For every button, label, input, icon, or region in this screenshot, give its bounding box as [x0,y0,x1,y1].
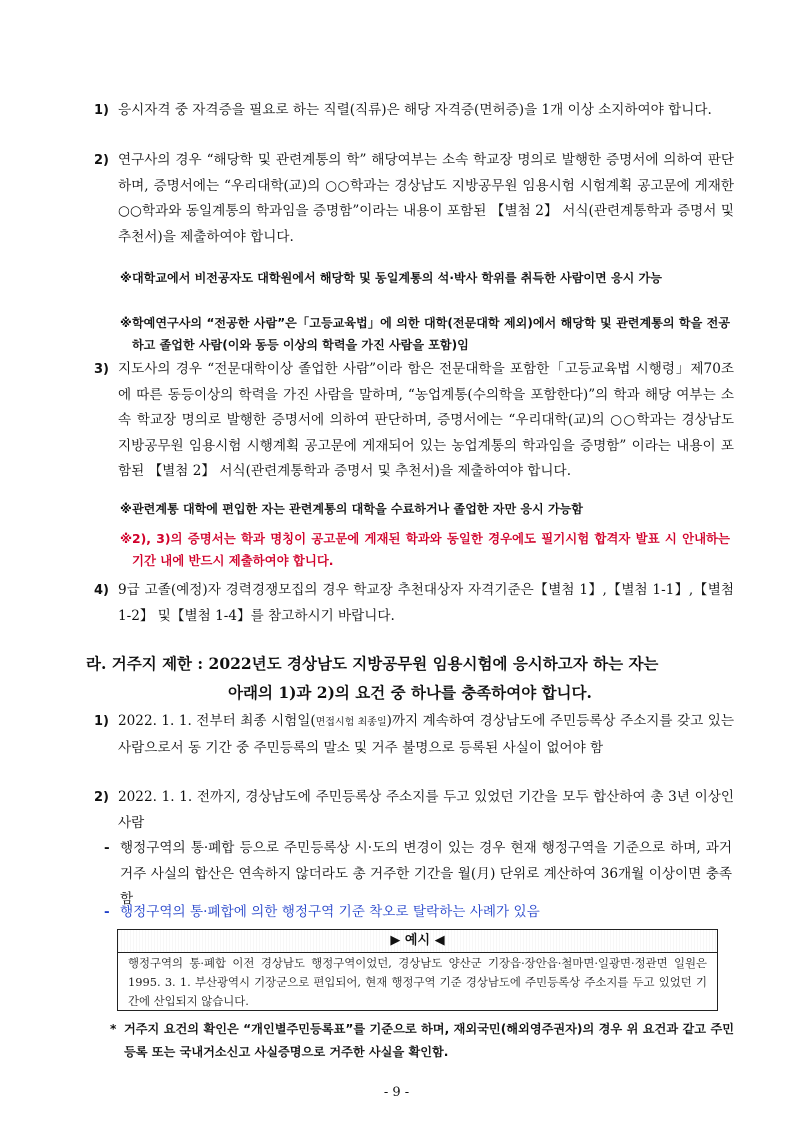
item-number: 4) [94,583,109,598]
note-transfer: ※ 관련계통 대학에 편입한 자는 관련계통의 대학을 수료하거나 졸업한 자만 응시 가능함 [120,498,730,520]
item-text: 2022. 1. 1. 전부터 최종 시험일(면접시험 최종일)까지 계속하여 경상남도에 주민등록상 주소지를 갖고 있는 사람으로서 동 기간 중 주민등록의 말소 및 거주 불명으로 등록된 사실이 없어야 함 [118,713,734,756]
heading-line-2: 아래의 1)과 2)의 요건 중 하나를 충족하여야 합니다. [228,683,592,702]
item-number: 2) [94,790,109,805]
residence-dash-merge-rule: - 행정구역의 통·폐합 등으로 주민등록상 시·도의 변경이 있는 경우 현재 행정구역을 기준으로 하며, 과거 거주 사실의 합산은 연속하지 않더라도 총 거주한 기간을 월(月) 단위로 계산하여 36개월 이상이면 충족함 [104,840,732,907]
residence-dash-warning: - 행정구역의 통·폐합에 의한 행정구역 기준 착오로 탈락하는 사례가 있음 [104,904,540,920]
item-text: 지도사의 경우 “전문대학이상 졸업한 사람”이라 함은 전문대학을 포함한「고등교육법 시행령」제70조에 따른 동등이상의 학력을 가진 사람을 말하며, “농업계통(수의학을 포함한다)”의 학과 해당 여부는 소속 학교장 명의로 발행한 증명서에 의하여 판단하며, 증명서에는 “우리대학(교)의 ○○학과는 경상남도 지방공무원 임용시험 시행계획 공고문에 게재되어 있는 농업계통의 학과임을 증명함” 이라는 내용이 포함된 【별첨 2】 서식(관련계통학과 증명서 및 추천서)을 제출하여야 합니다. [118,361,734,479]
item-text: 9급 고졸(예정)자 경력경쟁모집의 경우 학교장 추천대상자 자격기준은【별첨 1】,【별첨 1-1】,【별첨 1-2】 및【별첨 1-4】를 참고하시기 바랍니다. [118,582,734,624]
heading-line-1: 라. 거주지 제한 : 2022년도 경상남도 지방공무원 임용시험에 응시하고자 하는 자는 [86,654,659,673]
reference-mark-icon: ※ [120,271,132,285]
footnote-residence-check: * 거주지 요건의 확인은 “개인별주민등록표”를 기준으로 하며, 재외국민(해외영주권자)의 경우 위 요건과 같고 주민등록 또는 국내거소신고 사실증명으로 거주한 사실을 확인함. [110,1018,734,1064]
reference-mark-icon: ※ [120,502,132,516]
example-box [117,929,718,1011]
item-text: 2022. 1. 1. 전까지, 경상남도에 주민등록상 주소지를 두고 있었던 기간을 모두 합산하여 총 3년 이상인 사람 [118,789,734,831]
note-curator: ※ 학예연구사의 “전공한 사람”은「고등교육법」에 의한 대학(전문대학 제외)에서 해당학 및 관련계통의 학을 전공하고 졸업한 사람(이와 동등 이상의 학력을 가진 사람을 포함)임 [120,312,730,356]
item-text: 응시자격 중 자격증을 필요로 하는 직렬(직류)은 해당 자격증(면허증)을 1개 이상 소지하여야 합니다. [118,102,712,118]
note-graduate-degree: ※ 대학교에서 비전공자도 대학원에서 해당학 및 동일계통의 석·박사 학위를 취득한 사람이면 응시 가능 [120,267,730,289]
item-number: 1) [94,714,109,729]
item-text: 연구사의 경우 “해당학 및 관련계통의 학” 해당여부는 소속 학교장 명의로 발행한 증명서에 의하여 판단하며, 증명서에는 “우리대학(교)의 ○○학과는 경상남도 지방공무원 임용시험 시험계획 공고문에 게재한 ○○학과와 동일계통의 학과임을 증명함”이라는 내용이 포함된 【별첨 2】 서식(관련계통학과 증명서 및 추천서)을 제출하여야 합니다. [118,152,734,245]
page-number: - 9 - [383,1085,410,1100]
item-number: 1) [94,103,109,118]
asterisk-icon: * [110,1022,117,1036]
item-number: 2) [94,153,109,168]
reference-mark-icon: ※ [120,531,133,546]
example-title: ▶ 예시 ◀ [118,930,717,953]
item-number: 3) [94,362,109,377]
example-body: 행정구역의 통·폐합 이전 경상남도 행정구역이었던, 경상남도 양산군 기장읍·장안읍·철마면·일광면·정관면 일원은 1995. 3. 1. 부산광역시 기장군으로 편입되어, 현재 행정구역 기준 경상남도에 주민등록상 주소지를 두고 있었던 기간에 산입되지 않습니다. [128,956,707,1008]
reference-mark-icon: ※ [120,316,132,330]
note-certificate-deadline: ※ 2), 3)의 증명서는 학과 명칭이 공고문에 게재된 학과와 동일한 경우에도 필기시험 합격자 발표 시 안내하는 기간 내에 반드시 제출하여야 합니다. [120,528,730,572]
